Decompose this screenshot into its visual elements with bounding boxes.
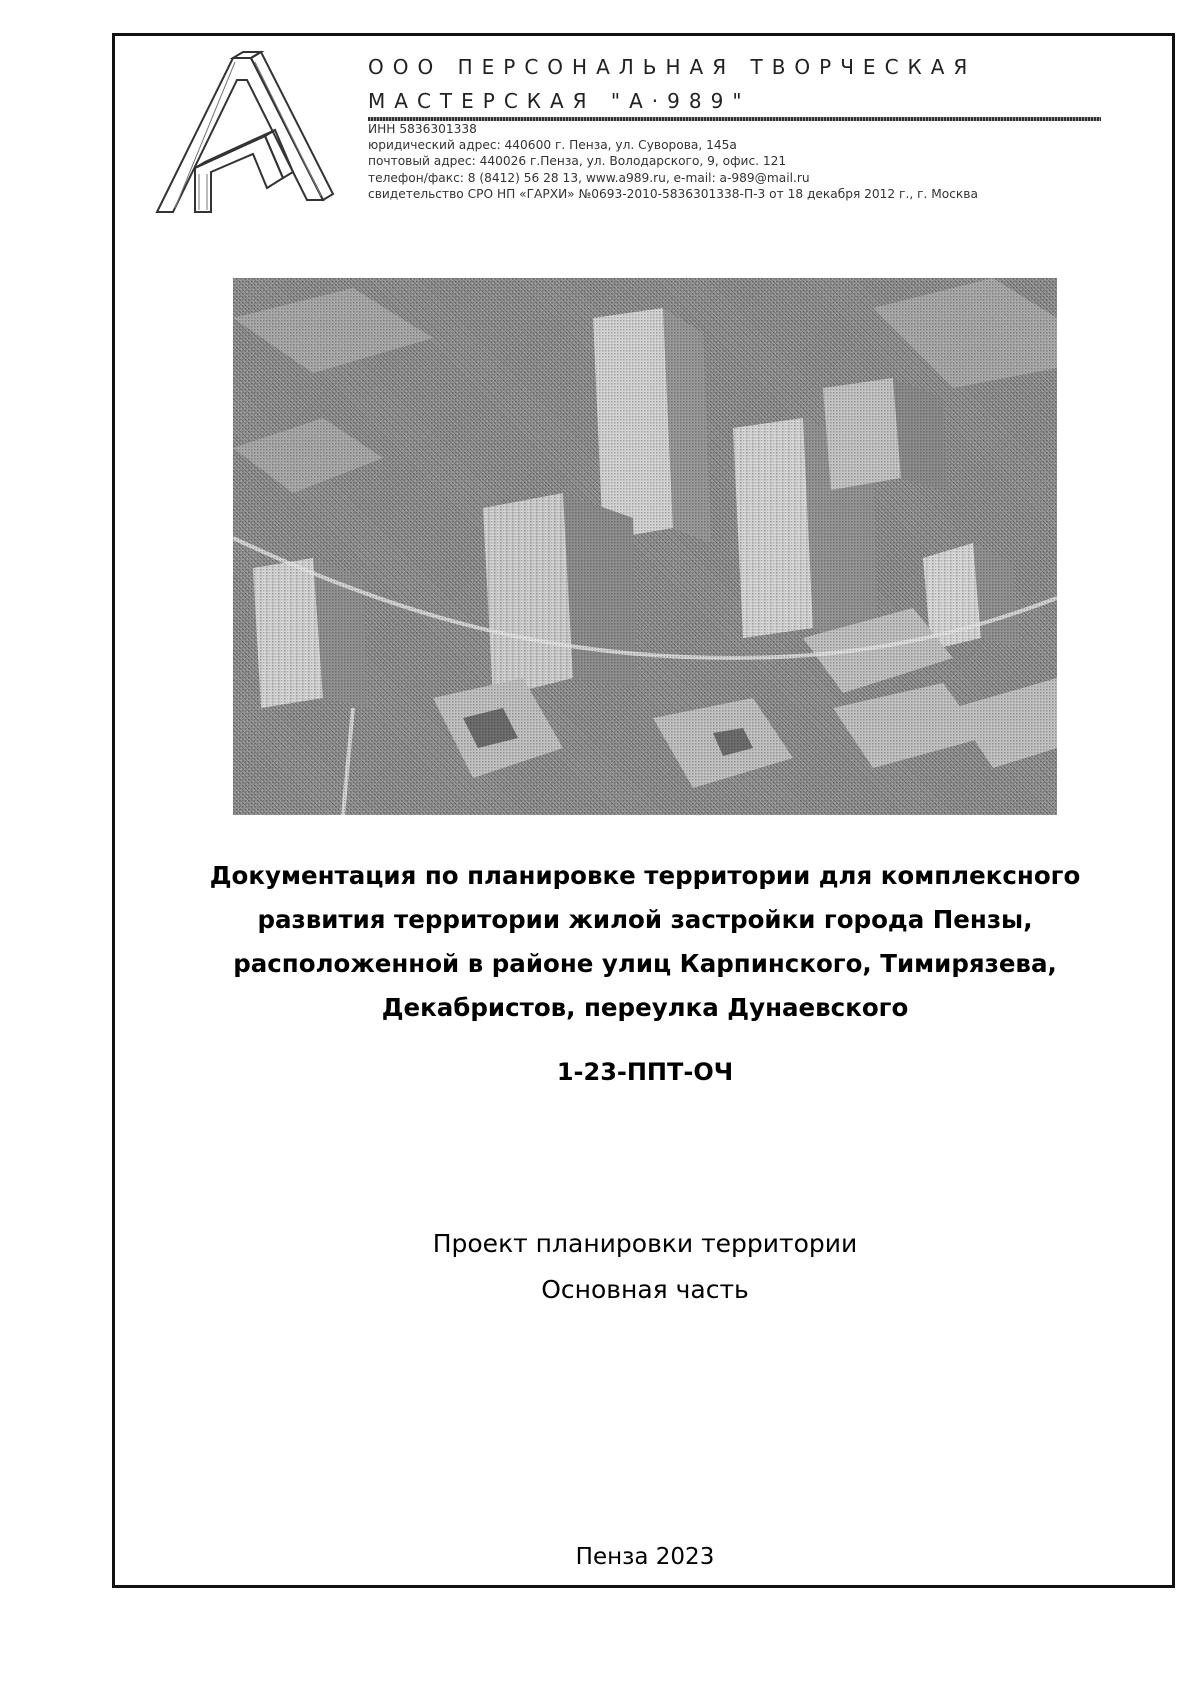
title-line-1: Документация по планировке территории для комплексного (209, 861, 1081, 890)
document-title (150, 854, 1140, 1030)
title-line-3: расположенной в районе улиц Карпинского, Тимирязева, (233, 949, 1057, 978)
contacts-text: телефон/факс: 8 (8412) 56 28 13, www.a989.ru, e-mail: a-989@mail.ru (368, 170, 810, 185)
company-name-line-1: ООО ПЕРСОНАЛЬНАЯ ТВОРЧЕСКАЯ (368, 55, 977, 79)
document-subtitle (150, 1221, 1140, 1313)
subtitle-line-1: Проект планировки территории (432, 1229, 858, 1258)
title-line-4: Декабристов, переулка Дунаевского (381, 993, 909, 1022)
company-logo (155, 50, 340, 220)
title-line-2: развития территории жилой застройки города Пензы, (257, 905, 1033, 934)
certificate-text: свидетельство СРО НП «ГАРХИ» №0693-2010-5836301338-П-3 от 18 декабря 2012 г., г. Москва (368, 186, 978, 201)
company-details (368, 121, 1108, 202)
postal-address-text: почтовый адрес: 440026 г.Пенза, ул. Володарского, 9, офис. 121 (368, 154, 787, 169)
legal-address-text: юридический адрес: 440600 г. Пенза, ул. Суворова, 145а (368, 138, 737, 153)
subtitle-line-2: Основная часть (541, 1275, 749, 1304)
place-and-year: Пенза 2023 (575, 1544, 715, 1570)
architectural-rendering (233, 278, 1057, 815)
rendering-illustration (233, 278, 1057, 815)
inn-text: ИНН 5836301338 (368, 122, 477, 136)
document-code: 1-23-ППТ-ОЧ (556, 1058, 734, 1086)
company-name (368, 50, 1108, 118)
company-name-line-2: МАСТЕРСКАЯ "А·989" (368, 89, 751, 113)
